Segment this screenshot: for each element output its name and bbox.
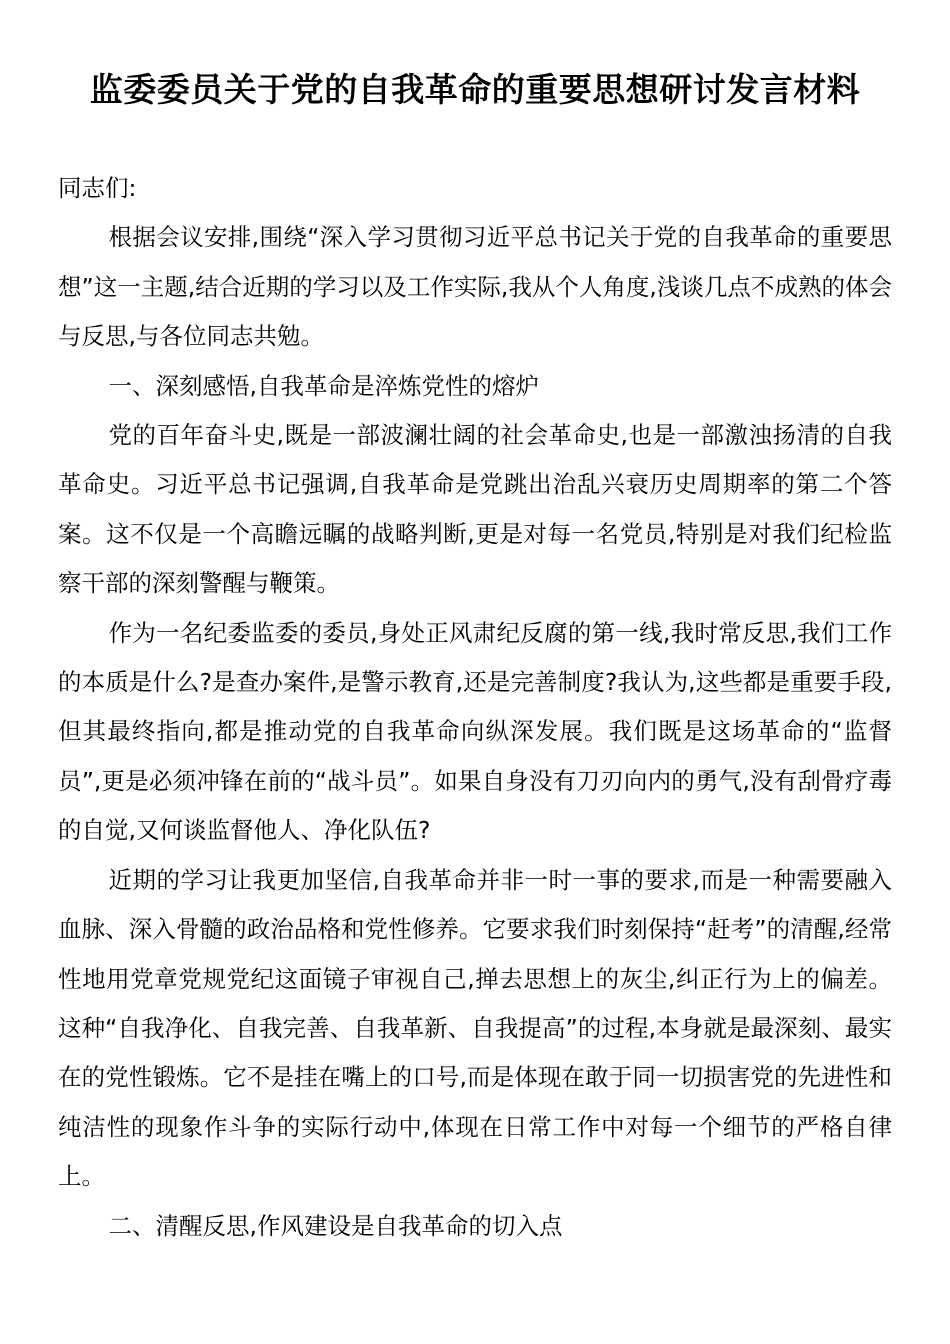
- section-heading-1: 一、深刻感悟,自我革命是淬炼党性的熔炉: [108, 371, 539, 400]
- salutation: 同志们:: [58, 174, 137, 202]
- paragraph-role: 作为一名纪委监委的委员,身处正风肃纪反腐的第一线,我时常反思,我们工作的本质是什么?是查办案件,是警示教育,还是完善制度?我认为,这些都是重要手段,但其最终指向,都是推动党的自我革命向纵深发展。我们既是这场革命的“监督员”,更是必须冲锋在前的“战斗员”。如果自身没有刀刃向内的勇气,没有刮骨疗毒的自觉,又何谈监督他人、净化队伍?: [58, 618, 892, 845]
- document-title: 监委委员关于党的自我革命的重要思想研讨发言材料: [89, 70, 861, 109]
- paragraph-intro: 根据会议安排,围绕“深入学习贯彻习近平总书记关于党的自我革命的重要思想”这一主题,结合近期的学习以及工作实际,我从个人角度,浅谈几点不成熟的体会与反思,与各位同志共勉。: [58, 223, 892, 351]
- section-heading-2: 二、清醒反思,作风建设是自我革命的切入点: [108, 1211, 563, 1240]
- paragraph-history: 党的百年奋斗史,既是一部波澜壮阔的社会革命史,也是一部激浊扬清的自我革命史。习近平总书记强调,自我革命是党跳出治乱兴衰历史周期率的第二个答案。这不仅是一个高瞻远瞩的战略判断,更是对每一名党员,特别是对我们纪检监察干部的深刻警醒与鞭策。: [58, 421, 892, 598]
- paragraph-learning: 近期的学习让我更加坚信,自我革命并非一时一事的要求,而是一种需要融入血脉、深入骨髓的政治品格和党性修养。它要求我们时刻保持“赶考”的清醒,经常性地用党章党规党纪这面镜子审视自己,掸去思想上的灰尘,纠正行为上的偏差。这种“自我净化、自我完善、自我革新、自我提高”的过程,本身就是最深刻、最实在的党性锻炼。它不是挂在嘴上的口号,而是体现在敢于同一切损害党的先进性和纯洁性的现象作斗争的实际行动中,体现在日常工作中对每一个细节的严格自律上。: [58, 865, 892, 1191]
